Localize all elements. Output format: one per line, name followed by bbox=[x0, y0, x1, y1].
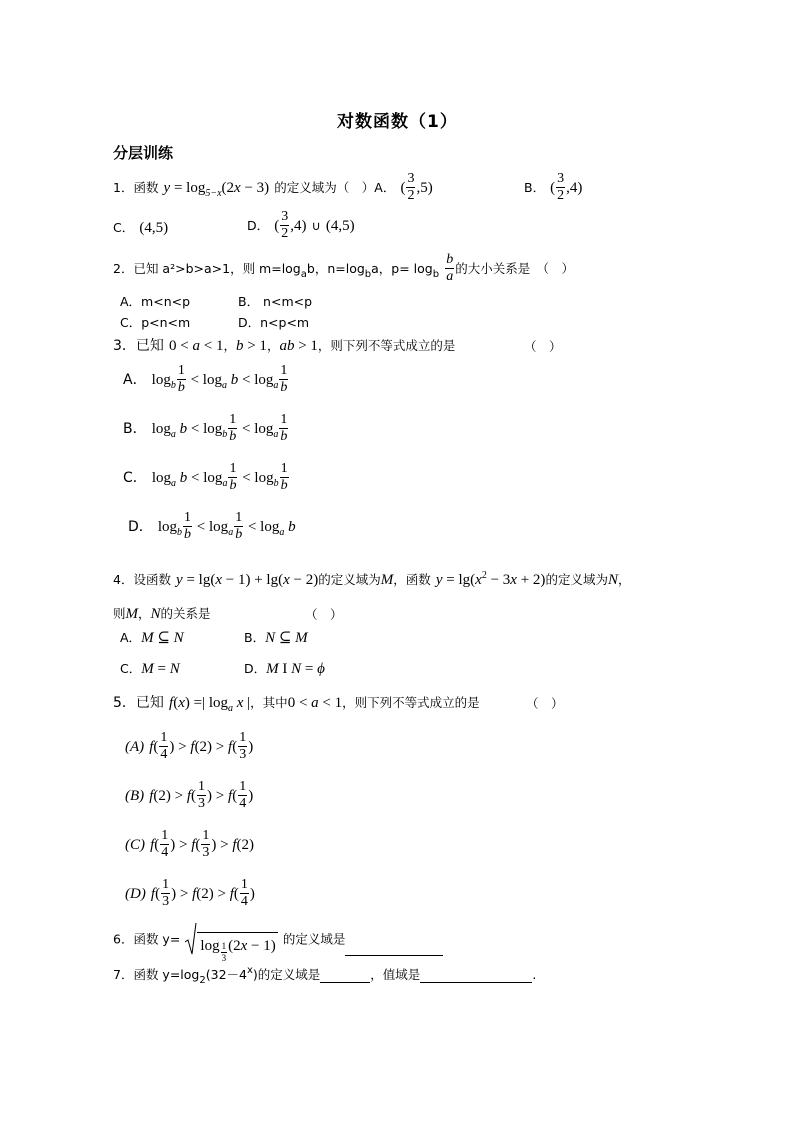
square-root-expression: log $\frac{1}{3}$ (2x − 1) bbox=[185, 922, 277, 956]
question-5: 5．已知 f(x) =| $\log_a x$ |，其中0 < a < 1，则下列不等式成立的是 bbox=[113, 695, 480, 714]
question-7: 7．函数 $y=\log_2(32-4^x)$的定义域是 ，值域是 . bbox=[113, 965, 537, 986]
q5-option-b: (B) f(2) > f( $\frac{1}{3}$ ) > f( $\frac{1}{4}$ ) bbox=[125, 779, 254, 811]
q5-option-c: (C) f( $\frac{1}{4}$ ) > f( $\frac{1}{3}$ ) > f(2) bbox=[125, 828, 255, 860]
q3-option-c: C． $\log_a b < \log_a$ $\frac{1}{b}$ < $\log_b$ $\frac{1}{b}$ bbox=[123, 461, 288, 493]
q2-option-c: C．p<n<m bbox=[120, 315, 191, 330]
q1-tail: 的定义域为（ ）A． bbox=[274, 180, 396, 195]
q5-option-d: (D) f( $\frac{1}{3}$ ) > f(2) > f( $\frac{1}{4}$ ) bbox=[125, 877, 255, 909]
q3-option-b: B． $\log_a b < \log_b$ $\frac{1}{b}$ < $\log_a$ $\frac{1}{b}$ bbox=[123, 412, 288, 444]
question-4: 4．设函数 y = lg(x − 1) + lg(x − 2)的定义域为M，函数 $y = \lg(x^2 - 3x + 2)$的定义域为N， bbox=[113, 570, 631, 588]
q4-option-a: A．M ⊆ N bbox=[120, 630, 184, 646]
q4-option-b: B．N ⊆ M bbox=[244, 630, 308, 646]
page-title: 对数函数（1） bbox=[337, 112, 458, 132]
q2-option-d: D．n<p<m bbox=[238, 315, 310, 330]
question-2: 2．已知 a²>b>a>1，则 $m=\log_ab$，$n=\log_ba$，$p= \log_b$ $\frac{b}{a}$ 的大小关系是 （ ） bbox=[113, 252, 574, 284]
question-3: 3．已知 0 < a < 1，b > 1，ab > 1，则下列不等式成立的是 bbox=[113, 338, 456, 354]
question-6: 6．函数 y= log $\frac{1}{3}$ (2x − 1) 的定义域是 bbox=[113, 922, 443, 956]
section-heading: 分层训练 bbox=[113, 144, 174, 162]
q5-paren: （ ） bbox=[526, 696, 564, 711]
q4-option-c: C．M = N bbox=[120, 661, 180, 677]
q7-range-blank[interactable] bbox=[420, 969, 532, 983]
q3-paren: （ ） bbox=[524, 339, 562, 354]
q1-option-c: C． (4,5) bbox=[113, 220, 169, 236]
q2-option-a: A．m<n<p bbox=[120, 294, 191, 309]
q1-option-d: D． ( $\frac{3}{2}$ ,4) ∪ (4,5) bbox=[247, 209, 355, 241]
q1-lead: 1．函数 bbox=[113, 180, 159, 195]
q5-option-a: (A) f( $\frac{1}{4}$ ) > f(2) > f( $\frac{1}{3}$ ) bbox=[125, 730, 254, 762]
q4-paren: （ ） bbox=[305, 607, 343, 622]
q3-option-a: A． $\log_b$ $\frac{1}{b}$ < $\log_a b < \log_a$ $\frac{1}{b}$ bbox=[123, 363, 288, 395]
q6-answer-blank[interactable] bbox=[345, 942, 443, 956]
q2-option-b: B． n<m<p bbox=[238, 294, 313, 309]
q3-option-d: D． $\log_b$ $\frac{1}{b}$ < $\log_a$ $\frac{1}{b}$ < $\log_a b$ bbox=[128, 510, 296, 542]
question-1: 1．函数 $y = \log_{5-x}(2x - 3)$ 的定义域为（ ）A． ( $\frac{3}{2}$ ,5) bbox=[113, 171, 433, 203]
q7-domain-blank[interactable] bbox=[320, 969, 370, 983]
q4-line-2: 则M，N的关系是 bbox=[113, 606, 211, 622]
q4-option-d: D．M I N = ϕ bbox=[244, 661, 325, 677]
q1-option-b: B． ( $\frac{3}{2}$ ,4) bbox=[524, 171, 583, 203]
